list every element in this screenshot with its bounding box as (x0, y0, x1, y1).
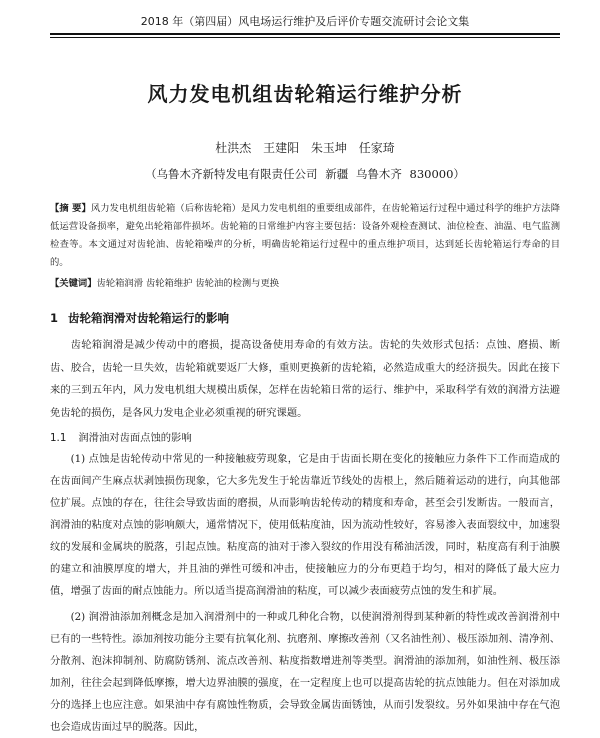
authors: 杜洪杰 王建阳 朱玉坤 任家琦 (215, 141, 395, 155)
body-paragraph: 齿轮箱润滑是减少传动中的磨损，提高设备使用寿命的有效方法。齿轮的失效形式包括：点蚀、磨损、断齿、胶合，齿轮一旦失效，齿轮箱就要返厂大修，重则更换新的齿轮箱，必然造成重大的经济损失。因此在接下来的三到五年内，风力发电机组大规模出质保，怎样在齿轮箱日常的运行、维护中，采取科学有效的润滑方法避免齿轮的损伤，是各风力发电企业必须重视的研究课题。 (50, 339, 560, 419)
affiliation: （乌鲁木齐新特发电有限责任公司 新疆 乌鲁木齐 830000） (145, 167, 465, 181)
paper-title: 风力发电机组齿轮箱运行维护分析 (147, 82, 463, 106)
keywords (50, 276, 560, 292)
keywords-text: 齿轮箱润滑 齿轮箱维护 齿轮油的检测与更换 (96, 278, 280, 289)
subsection-heading (50, 429, 560, 444)
header-rule (50, 33, 560, 38)
keywords-label: 【关键词】 (50, 278, 97, 289)
subsection-number: 1.1 (50, 432, 67, 444)
section-heading (50, 310, 560, 326)
subsection-title: 润滑油对齿面点蚀的影响 (78, 432, 192, 444)
running-header: 2018 年（第四届）风电场运行维护及后评价专题交流研讨会论文集 (140, 15, 470, 28)
body-paragraph: (2) 润滑油添加剂概念是加入润滑剂中的一种或几种化合物，以使润滑剂得到某种新的特性或改善润滑剂中已有的一些特性。添加剂按功能分主要有抗氧化剂、抗磨剂、摩擦改善剂（又名油性剂）、极压添加剂、清净剂、分散剂、泡沫抑制剂、防腐防锈剂、流点改善剂、粘度指数增进剂等类型。润滑油的添加剂，如油性剂、极压添加剂，往往会起到降低摩擦，增大边界油膜的强度，在一定程度上也可以提高齿轮的抗点蚀能力。但在对添加成分的选择上也应注意。如果油中存有腐蚀性物质，会导致金属齿面锈蚀，从而引发裂纹。另外如果油中存在气泡也会造成齿面过早的脱落。因此， (50, 611, 560, 733)
body-paragraph: (1) 点蚀是齿轮传动中常见的一种接触疲劳现象，它是由于齿面长期在变化的接触应力条件下工作而造成的在齿面间产生麻点状剥蚀损伤现象，它大多先发生于轮齿靠近节线处的齿根上，然后随着运动的进行，向其他部位扩展。点蚀的存在，往往会导致齿面的磨损，从而影响齿轮传动的精度和寿命，甚至会引发断齿。一般而言，润滑油的粘度对点蚀的影响颇大，通常情况下，使用低粘度油，因为流动性较好，容易渗入表面裂纹中，加速裂纹的发展和金属块的脱落，引起点蚀。粘度高的油对于渗入裂纹的作用没有稀油活泼，同时，粘度高有利于油膜的建立和油膜厚度的增大，并且油的弹性可缓和冲击，使接触应力的分布更趋于均匀，相对的降低了最大应力值，增强了齿面的耐点蚀能力。所以适当提高润滑油的粘度，可以减少表面疲劳点蚀的发生和扩展。 (50, 453, 560, 597)
abstract (50, 200, 560, 272)
abstract-label: 【摘 要】 (50, 203, 91, 214)
abstract-text: 风力发电机组齿轮箱（后称齿轮箱）是风力发电机组的重要组成部件，在齿轮箱运行过程中通过科学的维护方法降低运营设备损率，避免出轮箱部件损坏。齿轮箱的日常维护内容主要包括：设备外观检查测试、油位检查、油温、电气监测检查等。本文通过对齿轮油、齿轮箱噪声的分析，明确齿轮箱运行过程中的重点维护项目，达到延长齿轮箱运行寿命的目的。 (50, 203, 560, 268)
section-number: 1 (50, 311, 59, 325)
section-title: 齿轮箱润滑对齿轮箱运行的影响 (68, 311, 230, 325)
